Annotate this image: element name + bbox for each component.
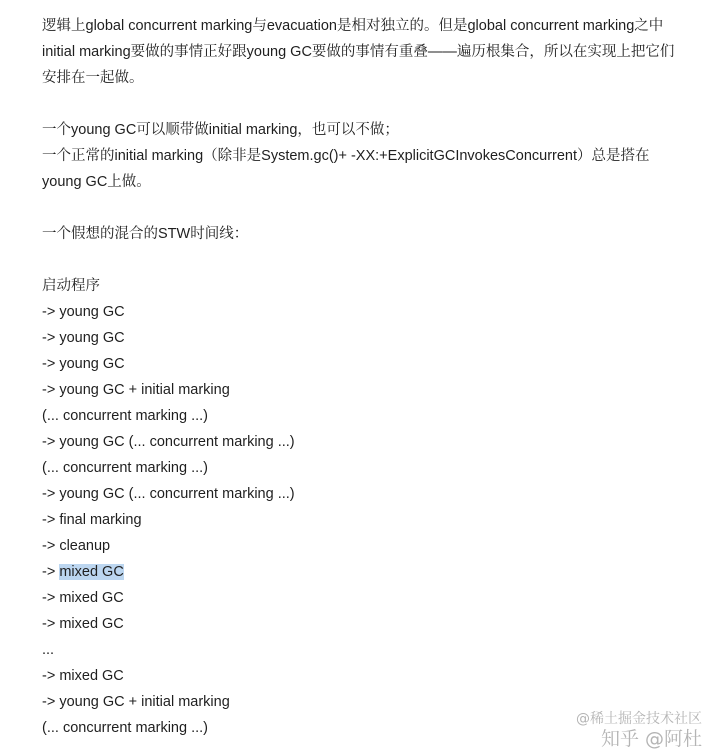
timeline-item: -> mixed GC	[42, 616, 124, 632]
timeline-heading: 一个假想的混合的STW时间线：	[42, 226, 249, 242]
timeline-item: (... concurrent marking ...)	[42, 460, 208, 476]
timeline-item: -> young GC	[42, 356, 125, 372]
timeline-item: -> young GC + initial marking	[42, 382, 230, 398]
text-selection-highlight: mixed GC	[59, 564, 124, 580]
timeline-item: (... concurrent marking ...)	[42, 408, 208, 424]
zhihu-watermark: 知乎 @阿杜	[600, 728, 702, 751]
timeline-item: (... concurrent marking ...)	[42, 720, 208, 736]
paragraph-gap	[42, 91, 682, 117]
note-line-1: 一个young GC可以顺带做initial marking，也可以不做；	[42, 122, 399, 138]
community-watermark: @稀土掘金技术社区	[576, 710, 702, 727]
paragraph-gap	[42, 195, 682, 221]
timeline-item: -> young GC + initial marking	[42, 694, 230, 710]
timeline-item: -> young GC (... concurrent marking ...)	[42, 434, 295, 450]
note-line-2: 一个正常的initial marking（除非是System.gc()+ -XX:+ExplicitGCInvokesConcurrent）总是搭在young GC上做。	[42, 148, 650, 190]
timeline-item: -> cleanup	[42, 538, 111, 554]
timeline-list	[42, 299, 682, 741]
timeline-arrow: ->	[42, 564, 60, 580]
paragraph-gap	[42, 247, 682, 273]
timeline-item-selected	[42, 559, 682, 585]
timeline-item: -> final marking	[42, 512, 142, 528]
timeline-item: -> young GC (... concurrent marking ...)	[42, 486, 295, 502]
timeline-item: ...	[42, 642, 55, 658]
timeline-item: -> mixed GC	[42, 590, 124, 606]
timeline-start: 启动程序	[42, 278, 100, 294]
intro-paragraph: 逻辑上global concurrent marking与evacuation是相对独立的。但是global concurrent marking之中initial marking要做的事情正好跟young GC要做的事情有重叠——遍历根集合，所以在实现上把它们安排在一起做。	[42, 18, 675, 86]
document-body	[42, 13, 682, 741]
timeline-item: -> young GC	[42, 304, 125, 320]
timeline-item: -> mixed GC	[42, 668, 124, 684]
watermark	[576, 711, 702, 752]
timeline-item: -> young GC	[42, 330, 125, 346]
